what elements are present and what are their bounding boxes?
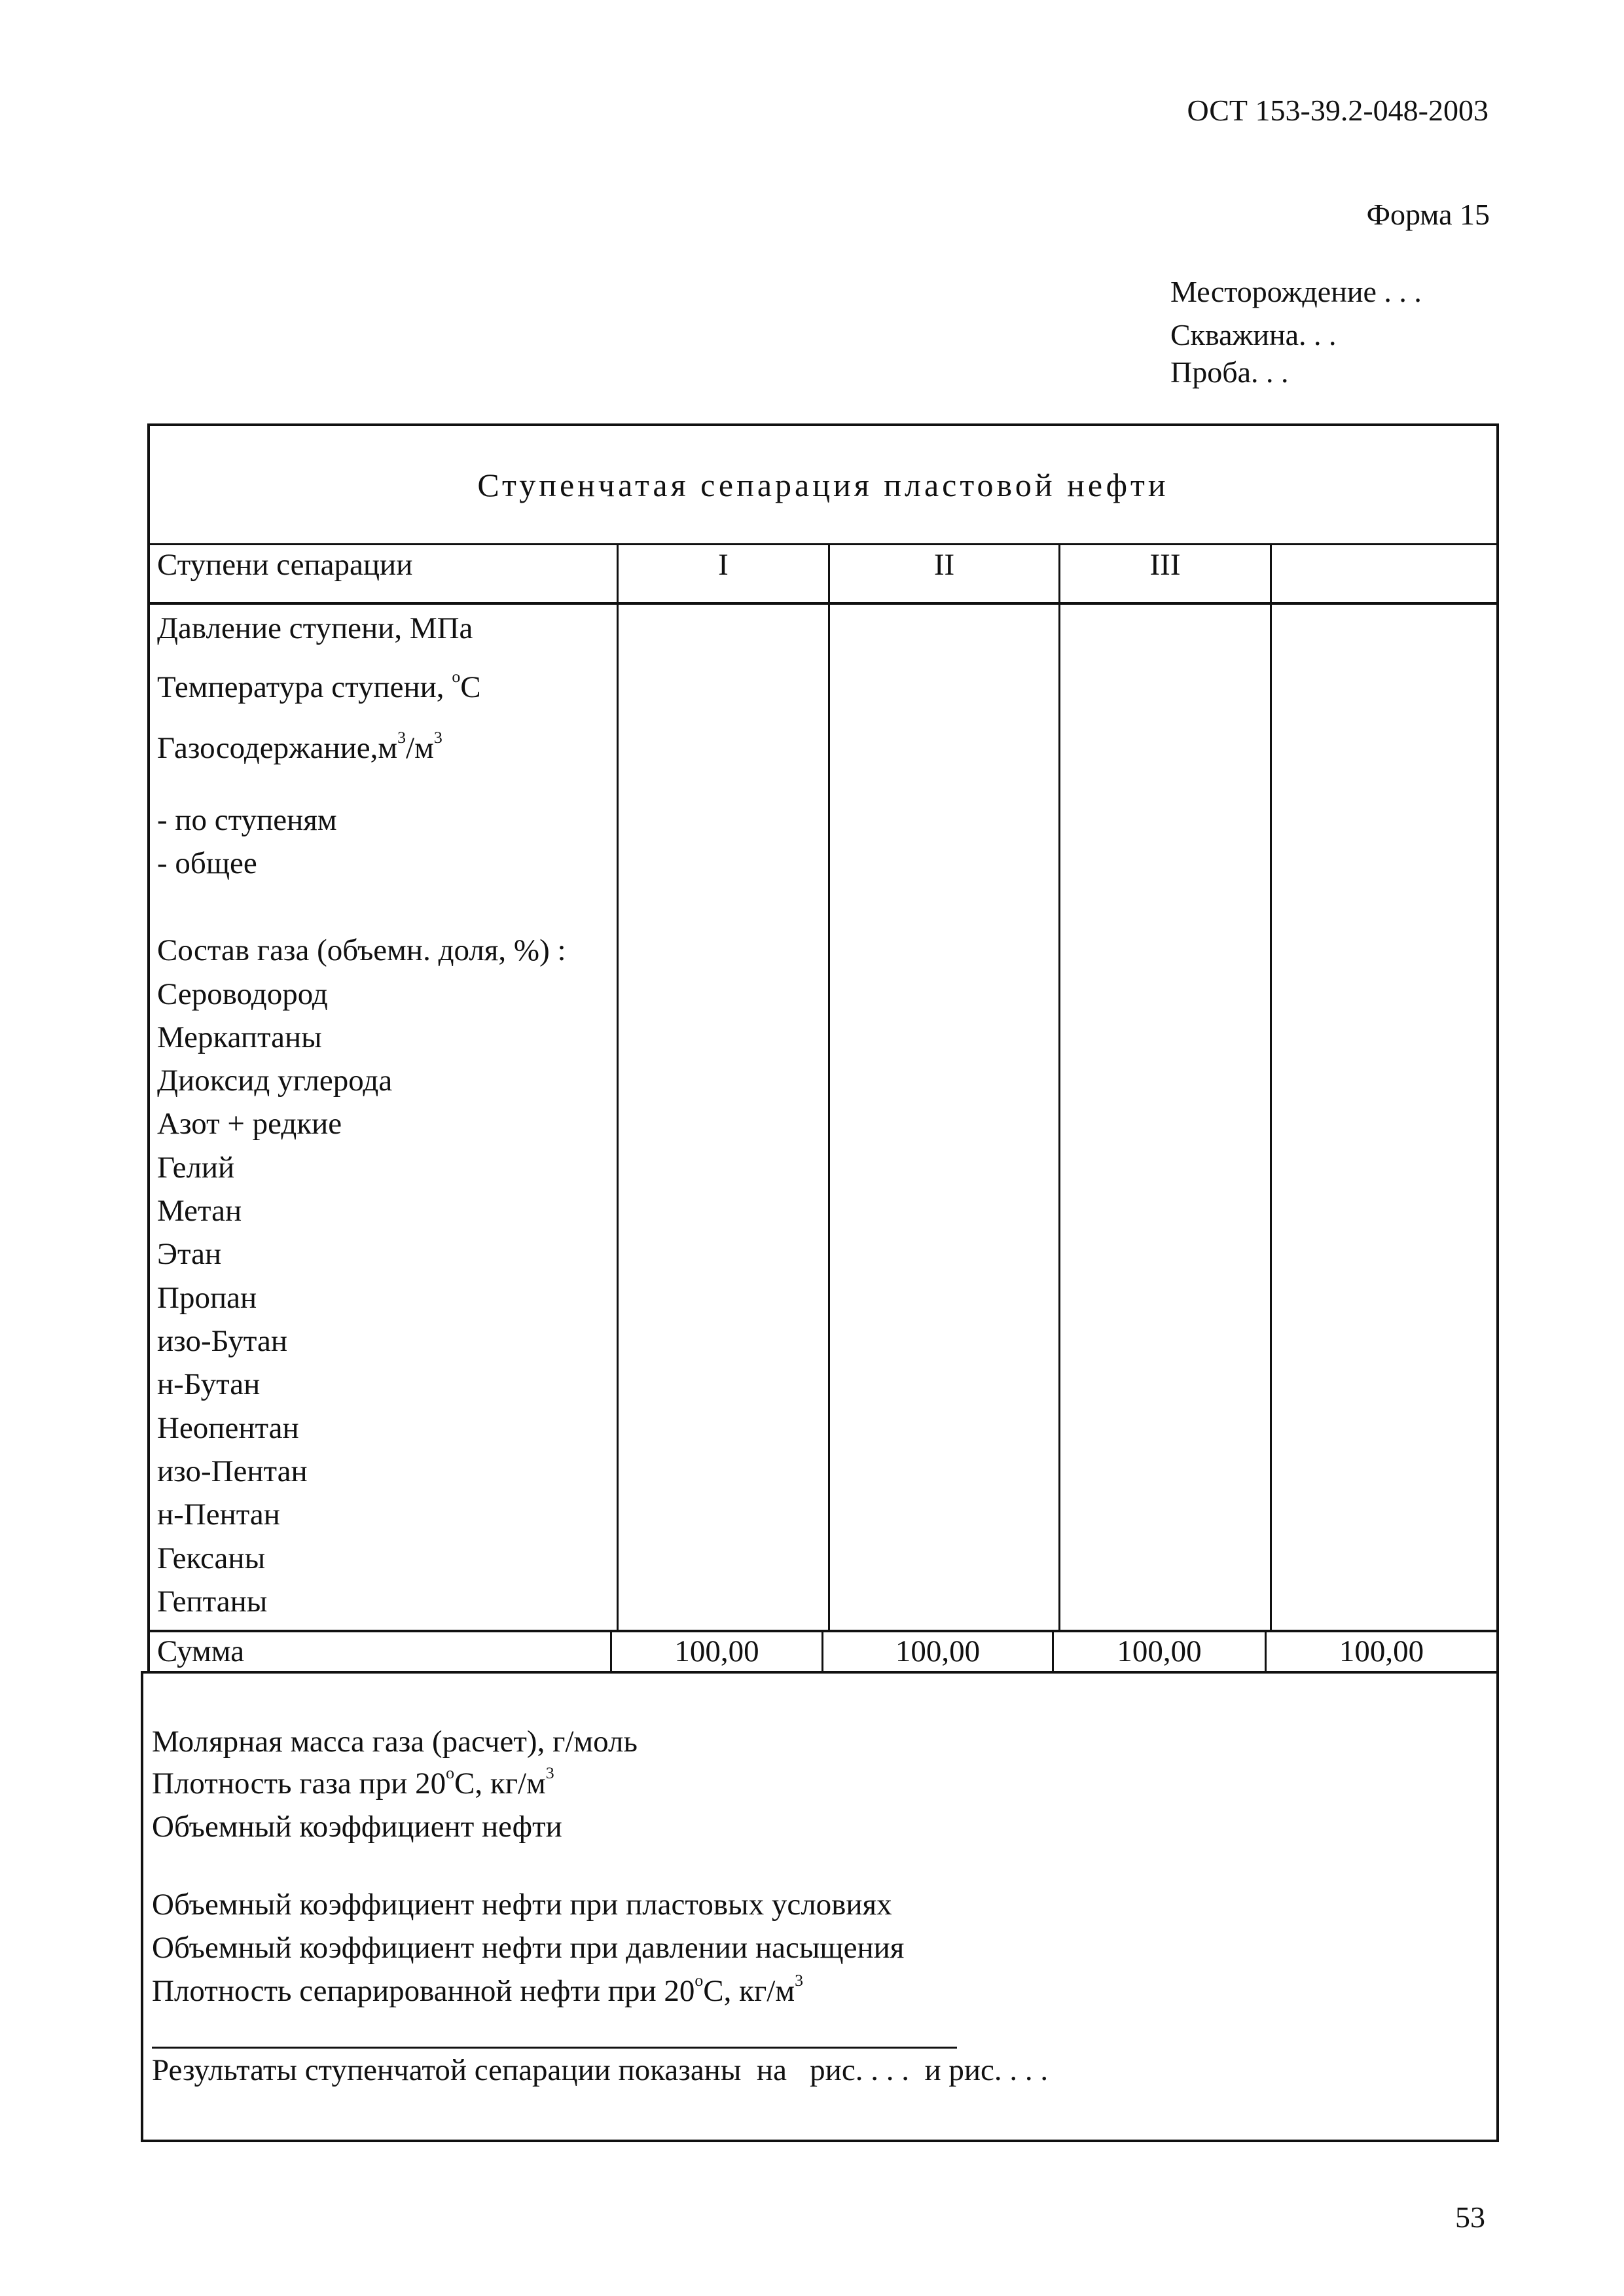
field-label: Месторождение . . . bbox=[1170, 275, 1422, 308]
table-border-left-upper bbox=[147, 423, 150, 1674]
list-item: Гептаны bbox=[157, 1585, 268, 1619]
sum-value-stage-2: 100,00 bbox=[895, 1634, 981, 1668]
page-number: 53 bbox=[1455, 2200, 1485, 2234]
form-number: Форма 15 bbox=[1366, 198, 1490, 231]
sum-value-stage-4: 100,00 bbox=[1339, 1634, 1424, 1668]
volume-factor-row: Объемный коэффициент нефти bbox=[152, 1810, 562, 1844]
list-item: Сероводород bbox=[157, 977, 328, 1011]
col-sep-3 bbox=[1058, 543, 1060, 1631]
volume-factor-reservoir-row: Объемный коэффициент нефти при пластовых условиях bbox=[152, 1888, 892, 1922]
table-border-bottom bbox=[141, 2140, 1499, 2142]
list-item: н-Пентан bbox=[157, 1498, 280, 1532]
stage-1-header: I bbox=[718, 548, 729, 582]
list-item: изо-Пентан bbox=[157, 1454, 308, 1488]
table-border-right bbox=[1496, 423, 1499, 2142]
sum-label: Сумма bbox=[157, 1634, 245, 1668]
list-item: Гексаны bbox=[157, 1541, 266, 1575]
table-border-left-lower bbox=[141, 1671, 143, 2142]
volume-factor-saturation-row: Объемный коэффициент нефти при давлении насыщения bbox=[152, 1931, 905, 1965]
gas-content-row: $Газосодержание,м^3/м^3$ bbox=[157, 727, 442, 765]
col-sep-4 bbox=[1270, 543, 1272, 1631]
standard-number: ОСТ 153-39.2-048-2003 bbox=[1187, 94, 1489, 127]
list-item: Метан bbox=[157, 1194, 242, 1228]
col-sep-2 bbox=[828, 543, 830, 1631]
pressure-row: Давление ступени, МПа bbox=[157, 611, 473, 645]
list-item: Гелий bbox=[157, 1151, 235, 1185]
gas-composition-heading: Состав газа (объемн. доля, %) : bbox=[157, 933, 566, 967]
signature-line bbox=[152, 2047, 957, 2049]
header-separator bbox=[147, 602, 1499, 605]
table-border-top bbox=[147, 423, 1499, 426]
sample-label: Проба. . . bbox=[1170, 355, 1289, 389]
gas-density-row: Плотность газа при 20$^o$С, $кг/м^3$ bbox=[152, 1763, 554, 1801]
total-row: - общее bbox=[157, 846, 257, 880]
list-item: н-Бутан bbox=[157, 1367, 261, 1401]
stage-2-header: II bbox=[933, 548, 955, 582]
list-item: Азот + редкие bbox=[157, 1107, 342, 1141]
oil-density-row: Плотность сепарированной нефти при 20$^o$С, $кг/м^3$ bbox=[152, 1970, 803, 2008]
list-item: изо-Бутан bbox=[157, 1324, 288, 1358]
title-separator bbox=[147, 543, 1499, 545]
stage-3-header: III bbox=[1149, 548, 1181, 582]
by-stages-row: - по ступеням bbox=[157, 803, 337, 837]
stage-header: Ступени сепарации bbox=[157, 548, 413, 582]
list-item: Диоксид углерода bbox=[157, 1064, 393, 1098]
sum-value-stage-1: 100,00 bbox=[674, 1634, 759, 1668]
list-item: Меркаптаны bbox=[157, 1020, 322, 1054]
temperature-row: Температура ступени, $^o$C bbox=[157, 666, 481, 704]
results-note: Результаты ступенчатой сепарации показаны на рис. . . . и рис. . . . bbox=[152, 2053, 1049, 2087]
table-title: Ступенчатая сепарация пластовой нефти bbox=[477, 467, 1169, 503]
list-item: Этан bbox=[157, 1237, 222, 1271]
list-item: Пропан bbox=[157, 1281, 257, 1315]
list-item: Неопентан bbox=[157, 1411, 299, 1445]
sum-value-stage-3: 100,00 bbox=[1117, 1634, 1202, 1668]
well-label: Скважина. . . bbox=[1170, 318, 1337, 351]
molar-mass-row: Молярная масса газа (расчет), г/моль bbox=[152, 1725, 638, 1759]
col-sep-1 bbox=[617, 543, 619, 1631]
